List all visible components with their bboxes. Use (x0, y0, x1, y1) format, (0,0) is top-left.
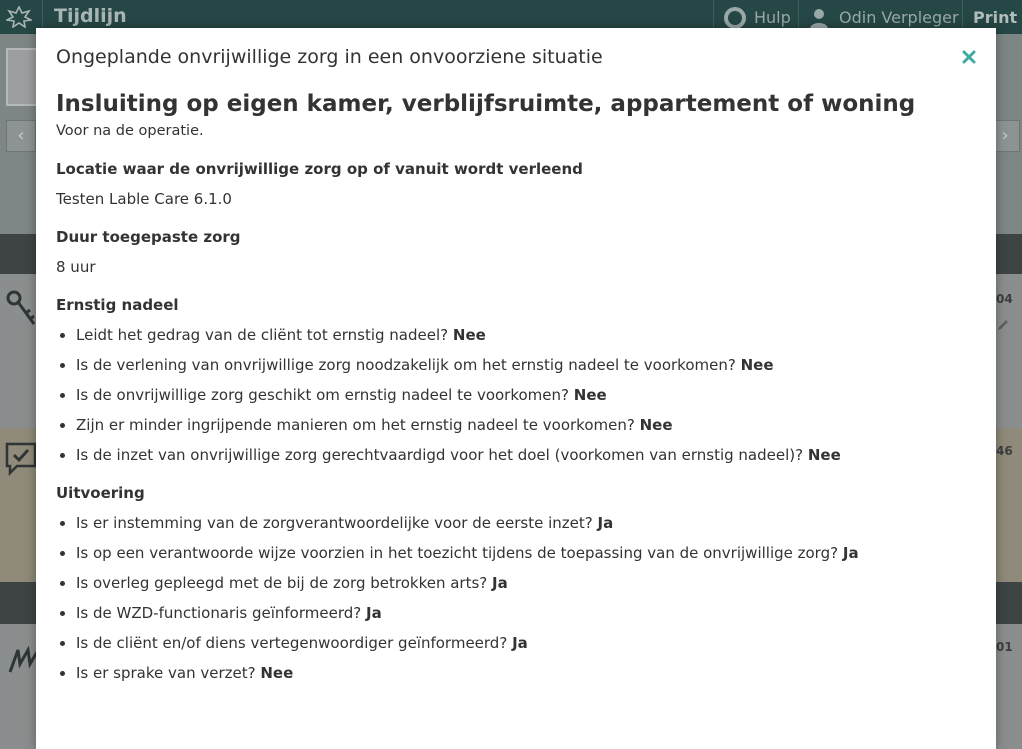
execution-label: Uitvoering (56, 484, 145, 502)
duration-label: Duur toegepaste zorg (56, 228, 241, 246)
app-logo-icon[interactable] (6, 6, 32, 28)
chevron-left-icon: ‹ (17, 125, 25, 146)
user-icon[interactable] (808, 7, 830, 29)
answer-text: Ja (842, 544, 859, 562)
modal-body (56, 90, 976, 683)
answer-text: Ja (597, 514, 614, 532)
question-text: Leidt het gedrag van de cliënt tot ernstig nadeel? (76, 326, 449, 344)
execution-list (56, 513, 976, 683)
timeline-entry-time: 01 (996, 640, 1013, 654)
list-item (76, 445, 976, 465)
user-menu[interactable]: Odin Verpleger (839, 8, 959, 27)
list-item (76, 355, 976, 375)
list-item (76, 385, 976, 405)
question-text: Is overleg gepleegd met de bij de zorg betrokken arts? (76, 574, 488, 592)
answer-text: Nee (740, 356, 774, 374)
page-title: Tijdlijn (54, 5, 127, 27)
chevron-right-icon: › (1001, 125, 1009, 146)
list-item (76, 603, 976, 623)
answer-text: Nee (807, 446, 841, 464)
list-item (76, 633, 976, 653)
answer-text: Nee (260, 664, 294, 682)
answer-text: Ja (366, 604, 382, 622)
serious-harm-label: Ernstig nadeel (56, 296, 179, 314)
help-link[interactable]: Hulp (754, 8, 791, 27)
answer-text: Nee (573, 386, 607, 404)
list-item (76, 325, 976, 345)
answer-text: Nee (639, 416, 673, 434)
location-value: Testen Lable Care 6.1.0 (56, 190, 232, 208)
question-text: Is de WZD-functionaris geïnformeerd? (76, 604, 362, 622)
duration-value: 8 uur (56, 258, 96, 276)
involuntary-care-modal (36, 28, 996, 749)
timeline-entry-time: 46 (996, 444, 1013, 458)
measure-subtitle: Voor na de operatie. (56, 123, 204, 139)
question-text: Is er sprake van verzet? (76, 664, 256, 682)
timeline-entry-time: 04 (996, 292, 1013, 306)
answer-text: Ja (512, 634, 528, 652)
location-label: Locatie waar de onvrijwillige zorg op of vanuit wordt verleend (56, 160, 583, 178)
question-text: Is op een verantwoorde wijze voorzien in het toezicht tijdens de toepassing van de onvrijwillige zorg? (76, 544, 839, 562)
help-lifebuoy-icon[interactable] (724, 7, 746, 29)
timeline-prev-button[interactable] (6, 120, 36, 152)
modal-title: Ongeplande onvrijwillige zorg in een onvoorziene situatie (56, 46, 603, 68)
answer-text: Ja (492, 574, 508, 592)
list-item (76, 513, 976, 533)
signature-icon (8, 646, 38, 674)
serious-harm-list (56, 325, 976, 465)
question-text: Is de verlening van onvrijwillige zorg noodzakelijk om het ernstig nadeel te voorkomen? (76, 356, 736, 374)
list-item (76, 663, 976, 683)
question-text: Is de onvrijwillige zorg geschikt om ernstig nadeel te voorkomen? (76, 386, 569, 404)
answer-text: Nee (452, 326, 486, 344)
close-icon[interactable] (960, 48, 978, 66)
list-item (76, 543, 976, 563)
list-item (76, 573, 976, 593)
checked-chat-icon (5, 442, 37, 476)
list-item (76, 415, 976, 435)
question-text: Is er instemming van de zorgverantwoordelijke voor de eerste inzet? (76, 514, 593, 532)
question-text: Is de inzet van onvrijwillige zorg gerechtvaardigd voor het doel (voorkomen van ernstig nadeel)? (76, 446, 804, 464)
pencil-icon[interactable] (996, 318, 1010, 332)
key-icon (6, 290, 36, 330)
print-button[interactable]: Print (973, 8, 1018, 27)
question-text: Zijn er minder ingrijpende manieren om het ernstig nadeel te voorkomen? (76, 416, 635, 434)
question-text: Is de cliënt en/of diens vertegenwoordiger geïnformeerd? (76, 634, 508, 652)
measure-title: Insluiting op eigen kamer, verblijfsruimte, appartement of woning (56, 91, 916, 117)
